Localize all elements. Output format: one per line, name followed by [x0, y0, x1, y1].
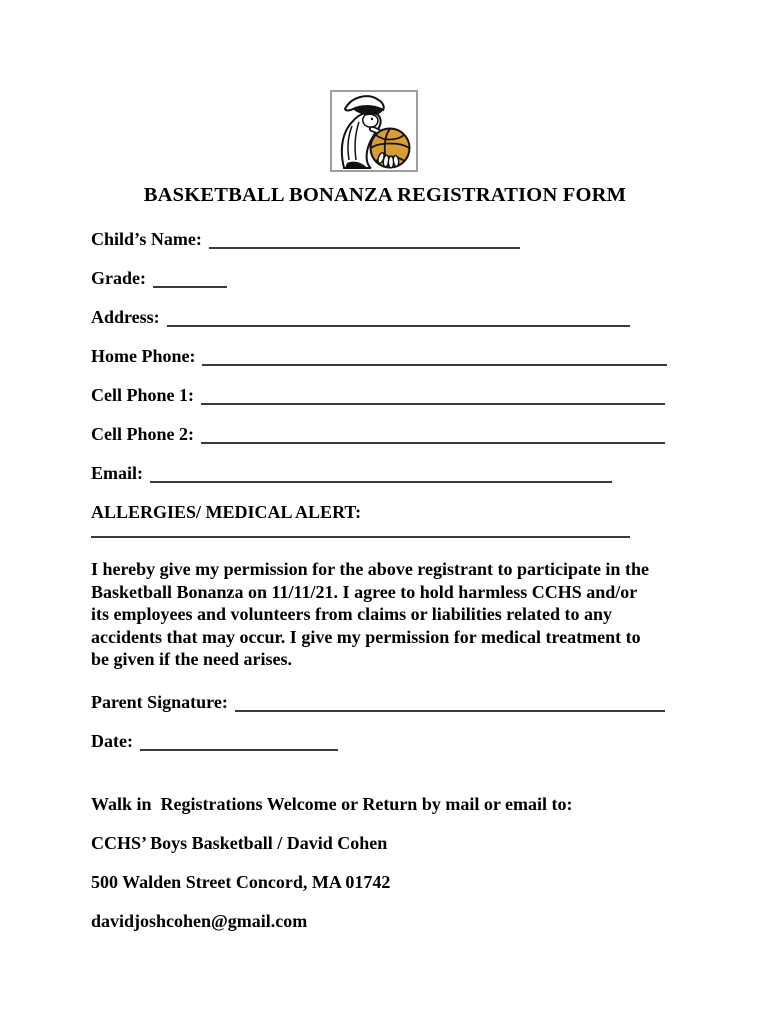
allergies-label: ALLERGIES/ MEDICAL ALERT:: [91, 502, 362, 522]
consent-line: its employees and volunteers from claims or liabilities related to any: [91, 604, 612, 625]
field-row-parent-signature: [91, 692, 665, 712]
email-blank[interactable]: [150, 465, 612, 483]
cell-phone-2-label: Cell Phone 2:: [91, 424, 194, 444]
parent-signature-label: Parent Signature:: [91, 691, 228, 712]
field-row-grade: [91, 268, 227, 288]
grade-label: Grade:: [91, 268, 146, 288]
home-phone-blank[interactable]: [202, 348, 667, 366]
email-address-line: davidjoshcohen@gmail.com: [91, 910, 308, 931]
field-row-cell-phone-1: [91, 385, 665, 405]
home-phone-label: Home Phone:: [91, 346, 196, 366]
cell-phone-1-blank[interactable]: [201, 387, 665, 405]
minuteman-basketball-icon: [332, 92, 416, 170]
school-logo: [330, 90, 418, 172]
date-blank[interactable]: [140, 733, 338, 751]
form-fields: [0, 229, 770, 931]
consent-line: Basketball Bonanza on 11/11/21. I agree to hold harmless CCHS and/or: [91, 581, 638, 602]
form-title: BASKETBALL BONANZA REGISTRATION FORM: [143, 184, 627, 206]
consent-line: accidents that may occur. I give my permission for medical treatment to: [91, 626, 641, 647]
field-row-address: [91, 307, 630, 327]
grade-blank[interactable]: [153, 270, 227, 288]
consent-paragraph: [91, 558, 699, 671]
field-row-cell-phone-2: [91, 424, 665, 444]
street-address-line: 500 Walden Street Concord, MA 01742: [91, 871, 391, 892]
child-name-blank[interactable]: [209, 231, 520, 249]
parent-signature-blank[interactable]: [235, 694, 665, 712]
email-label: Email:: [91, 463, 143, 483]
consent-line: I hereby give my permission for the above registrant to participate in the: [91, 559, 649, 579]
walk-in-line: Walk in Registrations Welcome or Return by mail or email to:: [91, 793, 573, 814]
field-row-child-name: [91, 229, 520, 249]
field-row-date: [91, 731, 338, 751]
contact-line: CCHS’ Boys Basketball / David Cohen: [91, 832, 388, 853]
field-row-email: [91, 463, 612, 483]
cell-phone-1-label: Cell Phone 1:: [91, 385, 194, 405]
address-blank[interactable]: [167, 309, 630, 327]
allergies-blank[interactable]: [91, 536, 630, 538]
cell-phone-2-blank[interactable]: [201, 426, 665, 444]
child-name-label: Child’s Name:: [91, 229, 202, 249]
field-row-home-phone: [91, 346, 667, 366]
address-label: Address:: [91, 307, 160, 327]
date-label: Date:: [91, 730, 133, 751]
field-row-allergies: [91, 502, 770, 522]
consent-line: be given if the need arises.: [91, 649, 292, 670]
